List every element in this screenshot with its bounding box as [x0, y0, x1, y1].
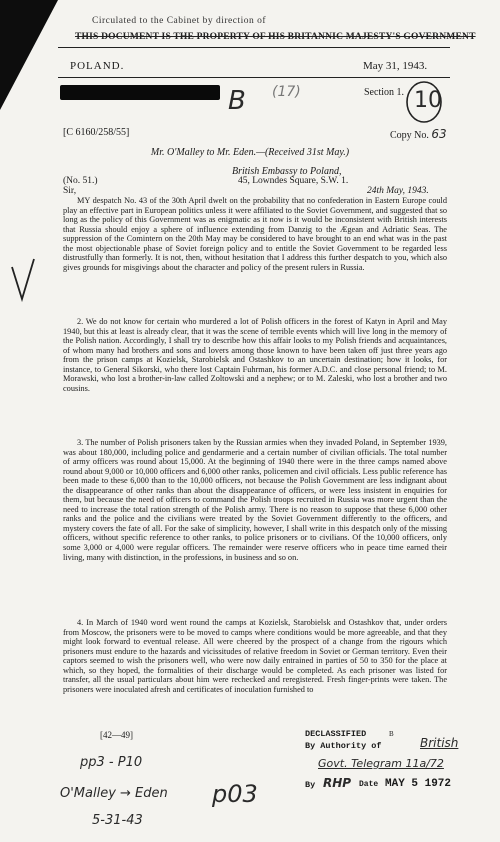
handwritten-mark: B	[228, 86, 246, 116]
handwritten-mark-faint: (17)	[272, 84, 301, 100]
page-reference: [42—49]	[100, 730, 133, 740]
embassy-address: 45, Lowndes Square, S.W. 1.	[238, 176, 349, 186]
handwritten-correspondents-note: O'Malley → Eden	[60, 786, 168, 801]
copy-label: Copy No.	[390, 130, 429, 141]
declassified-label: DECLASSIFIED	[305, 729, 367, 739]
date-label: Date	[359, 780, 379, 789]
handwritten-page-number: p03	[212, 780, 258, 808]
copy-value: 63	[431, 127, 447, 141]
circulation-note: Circulated to the Cabinet by direction of	[92, 16, 267, 26]
letter-date: 24th May, 1943.	[367, 186, 429, 196]
redaction-bar	[60, 85, 220, 100]
black-corner-mark	[0, 0, 58, 110]
document-date: May 31, 1943.	[363, 60, 428, 72]
paragraph-4: 4. In March of 1940 word went round the camps at Kozielsk, Starobielsk and Ostashkov that, under orders from Moscow, the prisoners were to be moved to camps where conditions would be more agreeable, and that they might look forward to eventual release. All were cheered by the prospect of a change from the rigours which prisoners must endure to the hazards and vicissitudes of relative freedom in Soviet or German territory. Even their captors seemed to wish the prisoners well, who were now daily entrained in parties of 50 to 350 for the place at which, so they hoped, the formalities of their discharge would be completed. As each prisoner was listed for transfer, all the usual particulars about him were rechecked and reregistered. Fresh finger-prints were taken. The prisoners were inoculated afresh and certificates of inoculation furnished to	[63, 618, 447, 694]
authority-note: Govt. Telegram 11a/72	[318, 757, 444, 770]
paragraph-1: MY despatch No. 43 of the 30th April dwelt on the probability that no confederation in Eastern Europe could play an effective part in European politics unless it were affiliated to the Soviet Government, and suggested that so long as the policy of this Government was as enigmatic as it now is it would be inconsistent with British interests that Russia should enjoy a sphere of influence extending from Danzig to the Ægean and Adriatic Seas. The suppression of the Comintern on the 20th May may be considered to have brought to an end what was in the past the most objectionable phase of Soviet foreign policy and to entitle the Soviet Government to be regarded less distrustfully than formerly. It is not, then, without hesitation that I address this further despatch to you, which also gives grounds for misgivings about the character and policy of the present rulers in Russia.	[63, 196, 447, 272]
salutation: Sir,	[63, 186, 77, 196]
despatch-number: (No. 51.)	[63, 176, 98, 186]
handwritten-pages-note: pp3 - P10	[80, 755, 143, 770]
circled-number: 10	[414, 88, 442, 113]
by-label: By	[305, 780, 316, 790]
property-notice: THIS DOCUMENT IS THE PROPERTY OF HIS BRITANNIC MAJESTY'S GOVERNMENT	[75, 32, 476, 42]
header-rule-lower	[58, 77, 450, 78]
authority-label: By Authority of	[305, 741, 382, 751]
copy-number	[390, 127, 447, 141]
declassified-letter: B	[389, 730, 394, 738]
by-initials: RHP	[323, 776, 352, 790]
declassified-date: MAY 5 1972	[385, 778, 452, 790]
letter-title: Mr. O'Malley to Mr. Eden.—(Received 31st May.)	[150, 147, 350, 158]
paragraph-3: 3. The number of Polish prisoners taken by the Russian armies when they invaded Poland, in September 1939, was about 180,000, including police and gendarmerie and a certain number of civilian officials. The total number of army officers was round about 15,000. At the beginning of 1940 there were in the three camps named above round about 9,000 or 10,000 officers and 6,000 other ranks, policemen and civil officials. Less public reference has been made to these 6,000 than to the 10,000 officers, not because the Polish Government are less indignant about the disappearance of other ranks than about the disappearance of officers, or were less insistent in enquiries for them, but because the need of officers to command the Polish troops recruited in Russia was more urgent than the need to increase the total ration strength of the Polish army. There is no reason to suppose that these 6,000 other ranks and the police and the civilians were treated by the Soviet Government differently to the officers, and mystery covers the fate of all. For the sake of simplicity, however, I shall write in this despatch only of the missing officers, without specific reference to other ranks, to police prisoners or to civilians. Of the 10,000 officers, only some 3,000 or 4,000 were regular officers. The remainder were reserve officers who in peace time earned their living, many with distinction, in the professions, in business and so on.	[63, 438, 447, 562]
paragraph-2: 2. We do not know for certain who murdered a lot of Polish officers in the forest of Katyn in April and May 1940, but this at least is already clear, that it was the scene of terrible events which will live long in the memory of the Polish nation. Accordingly, I shall try to describe how this affair looks to my Polish friends and acquaintances, of whom many had brothers and sons and lovers among those known to have been taken off just three years ago from the prison camps at Kozielsk, Starobielsk and Ostashkov to an uncertain destination; how it looks, for instance, to General Sikorski, who there lost Captain Fuhrman, his former A.D.C. and close personal friend; to M. Morawski, who lost a brother-in-law called Zoltowski and a nephew; or to M. Zaleski, who lost a brother and two cousins.	[63, 317, 447, 393]
embassy-name: British Embassy to Poland,	[232, 166, 342, 177]
section-label: Section 1.	[364, 87, 404, 98]
checkmark-annotation	[8, 255, 38, 305]
authority-signature: British	[420, 736, 459, 750]
handwritten-date-note: 5-31-43	[92, 813, 143, 828]
file-reference: [C 6160/258/55]	[63, 127, 130, 138]
country-heading: POLAND.	[70, 60, 125, 72]
header-rule	[58, 47, 450, 48]
